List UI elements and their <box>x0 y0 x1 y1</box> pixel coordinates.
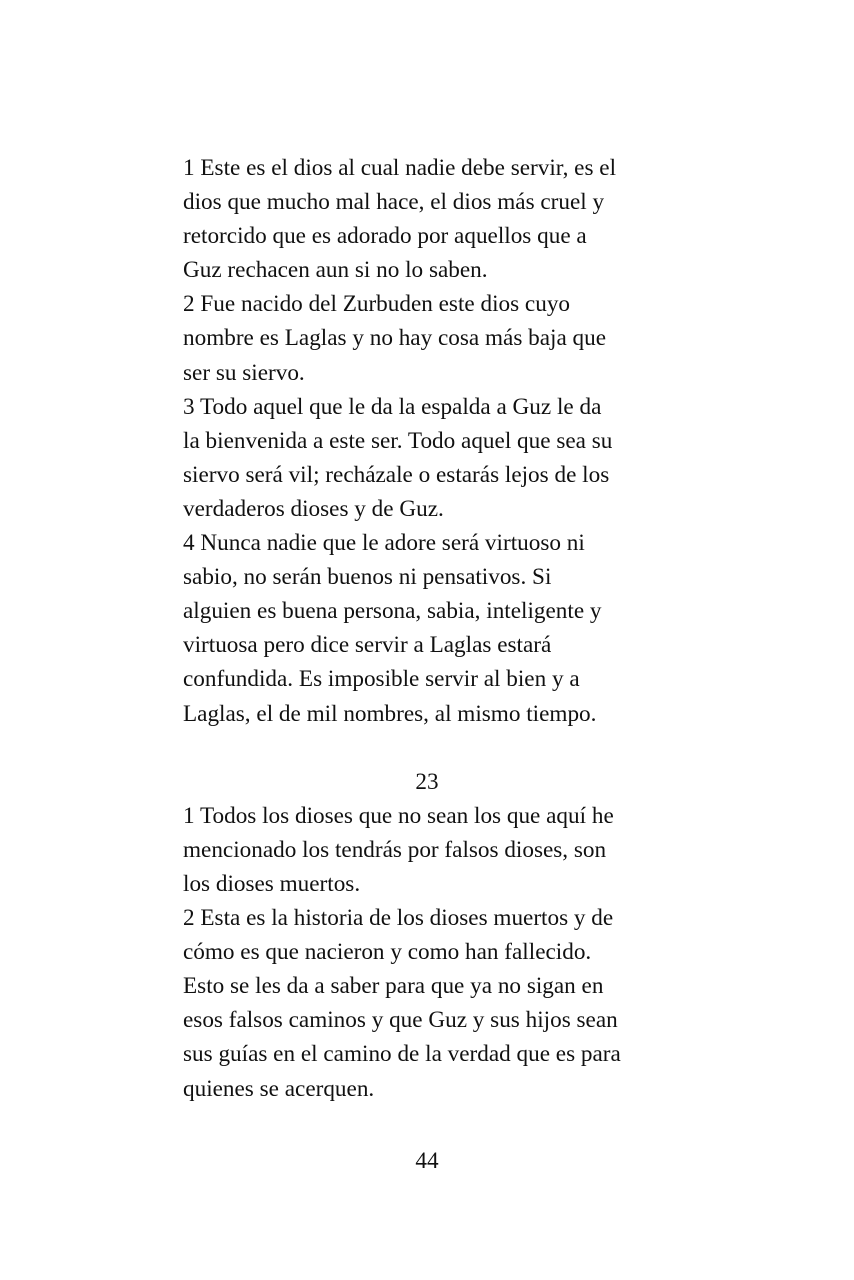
text-line: Laglas, el de mil nombres, al mismo tiempo. <box>183 700 597 727</box>
text-line: verdaderos dioses y de Guz. <box>183 495 444 522</box>
verse-b2 <box>183 901 683 1106</box>
text-line: retorcido que es adorado por aquellos que a <box>183 223 587 250</box>
text-line: 1 Todos los dioses que no sean los que aquí he <box>183 802 614 829</box>
text-line: cómo es que nacieron y como han fallecido. <box>183 939 592 966</box>
text-line: Esto se les da a saber para que ya no sigan en <box>183 973 604 1000</box>
text-line: mencionado los tendrás por falsos dioses, son <box>183 836 607 863</box>
page-number: 44 <box>415 1148 439 1174</box>
text-line: alguien es buena persona, sabia, inteligente y <box>183 598 602 625</box>
text-line: confundida. Es imposible servir al bien y a <box>183 666 580 693</box>
text-line: esos falsos caminos y que Guz y sus hijos sean <box>183 1007 618 1034</box>
verse-a2 <box>183 287 683 389</box>
page-body <box>183 151 683 1106</box>
text-line: ser su siervo. <box>183 359 305 386</box>
text-line: la bienvenida a este ser. Todo aquel que sea su <box>183 427 613 454</box>
text-line: dios que mucho mal hace, el dios más cruel y <box>183 189 605 216</box>
text-line: los dioses muertos. <box>183 870 361 897</box>
section-spacer <box>183 731 683 765</box>
text-line: quienes se acerquen. <box>183 1075 375 1102</box>
text-line: 2 Fue nacido del Zurbuden este dios cuyo <box>183 291 571 318</box>
text-line: Guz rechacen aun si no lo saben. <box>183 257 488 284</box>
text-line: 3 Todo aquel que le da la espalda a Guz le da <box>183 393 602 420</box>
verse-a4 <box>183 526 683 731</box>
text-line: 2 Esta es la historia de los dioses muertos y de <box>183 905 614 932</box>
verse-b1 <box>183 799 683 901</box>
text-line: sus guías en el camino de la verdad que es para <box>183 1041 621 1068</box>
text-line: nombre es Laglas y no hay cosa más baja que <box>183 325 607 352</box>
verse-a1 <box>183 151 683 287</box>
text-line: virtuosa pero dice servir a Laglas estará <box>183 632 552 659</box>
chapter-number: 23 <box>415 768 439 795</box>
verse-a3 <box>183 390 683 526</box>
text-line: sabio, no serán buenos ni pensativos. Si <box>183 564 552 591</box>
text-line: 1 Este es el dios al cual nadie debe servir, es el <box>183 155 617 181</box>
text-line: siervo será vil; recházale o estarás lejos de los <box>183 461 610 488</box>
text-line: 4 Nunca nadie que le adore será virtuoso ni <box>183 530 585 557</box>
